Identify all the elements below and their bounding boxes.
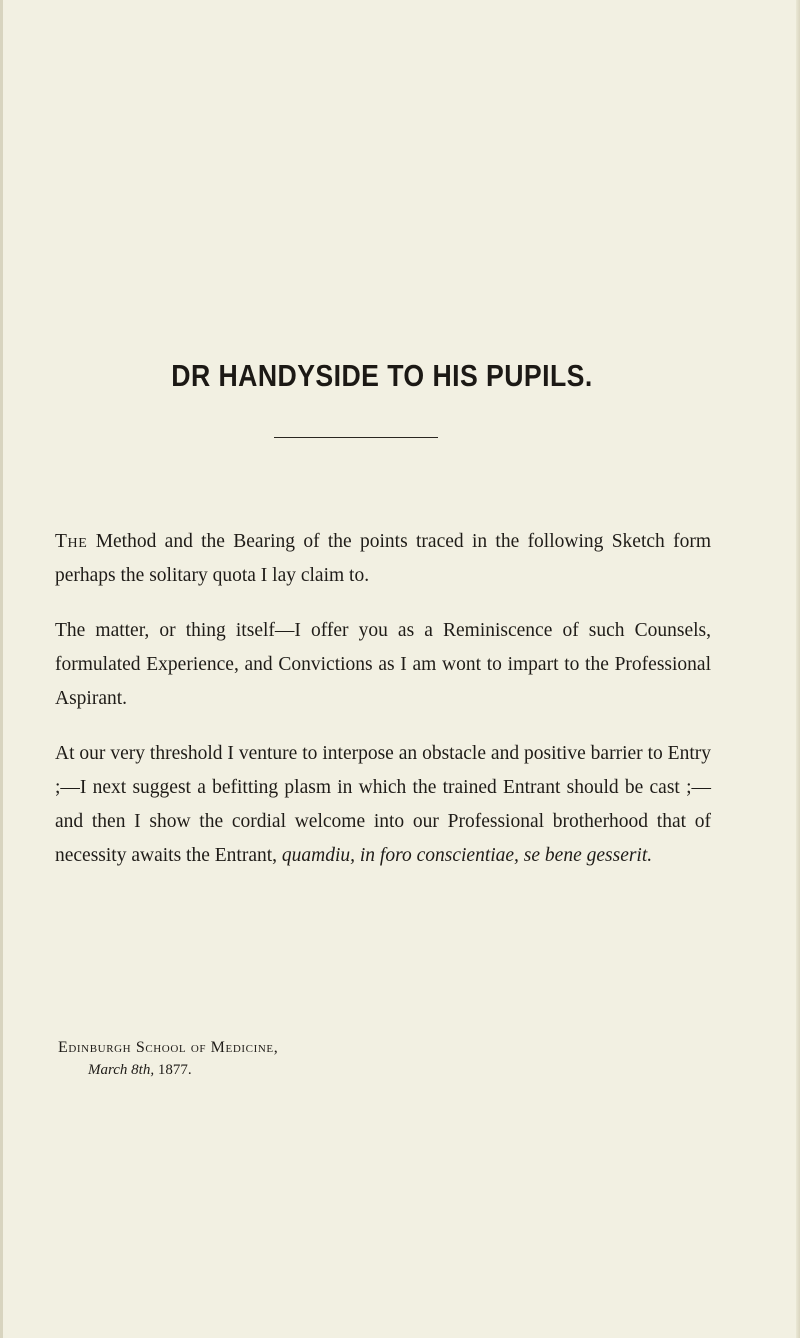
paragraph-lead-word: The — [55, 531, 88, 552]
latin-phrase: quamdiu, in foro conscientiae, se bene gesserit. — [281, 845, 653, 866]
preface-body — [55, 525, 711, 894]
page-title: DR HANDYSIDE TO HIS PUPILS. — [171, 358, 593, 393]
paragraph-threshold — [55, 737, 711, 873]
paragraph-threshold-text: At our very threshold I venture to interpose an obstacle and positive barrier to Entry ;—I next suggest a befitting plasm in which the trained Entrant should be cast ;—and then I show the cordial welcome into our Professional brotherhood that of necessity awaits the Entrant, — [55, 743, 711, 866]
paragraph-matter: The matter, or thing itself—I offer you as a Reminiscence of such Counsels, formulated Experience, and Convictions as I am wont to impart to the Professional Aspirant. — [55, 620, 711, 709]
signature-date-day: March 8th, — [88, 1062, 155, 1078]
signature-institution: Edinburgh School of Medicine, — [58, 1039, 279, 1056]
signature-date — [88, 1059, 278, 1081]
paragraph-method — [55, 525, 711, 593]
paragraph-method-text: Method and the Bearing of the points traced in the following Sketch form perhaps the solitary quota I lay claim to. — [55, 531, 711, 586]
page-left-edge — [0, 0, 3, 1338]
signature-date-year: 1877. — [154, 1062, 192, 1078]
title-rule-divider — [274, 437, 438, 438]
page-right-edge — [796, 0, 800, 1338]
signature-block — [58, 1037, 278, 1081]
